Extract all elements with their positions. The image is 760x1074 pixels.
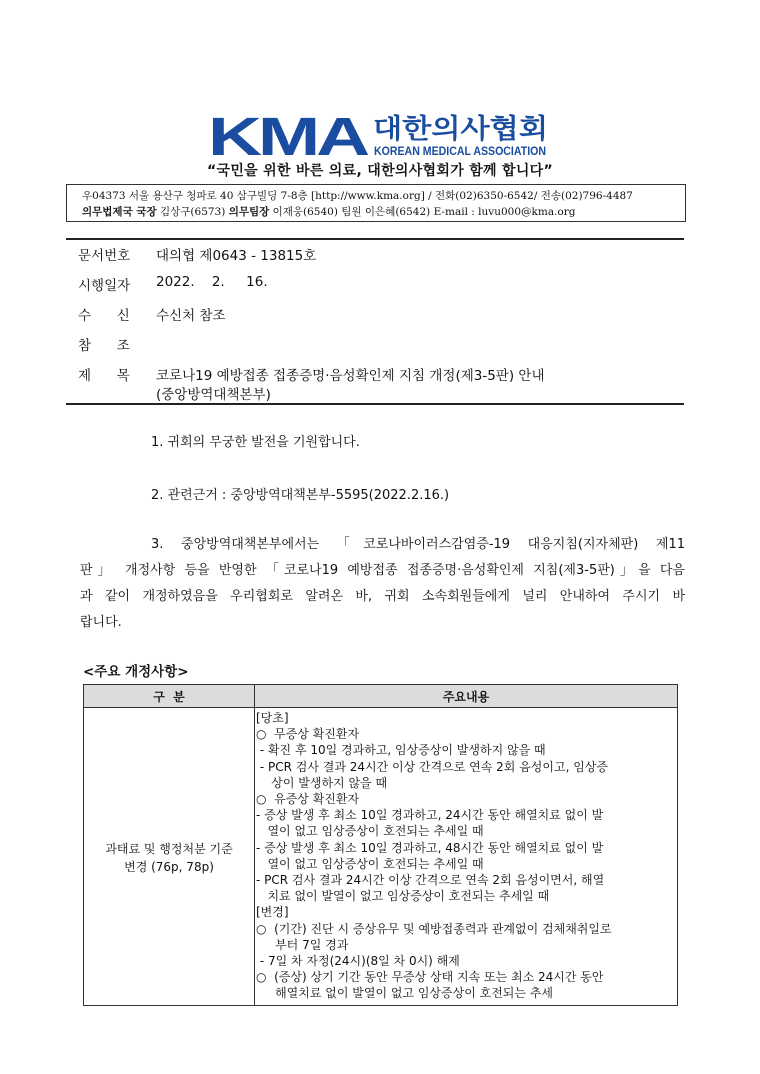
contact-staff-line — [82, 204, 575, 220]
category-line-1: 과태료 및 행정처분 기준 — [105, 842, 233, 856]
date-label: 시행일자 — [78, 278, 131, 294]
team-label: 의무팀장 — [228, 206, 270, 218]
table-content-line: 열이 없고 임상증상이 호전되는 추세일 때 — [256, 824, 484, 839]
paragraph-3-line-2: 판」 개정사항 등을 반영한 「코로나19 예방접종 접종증명·음성확인제 지침(제3-5판)」을 다음 — [80, 563, 685, 578]
paragraph-1: 1. 귀회의 무궁한 발전을 기원합니다. — [151, 435, 360, 450]
table-content-line: [변경] — [256, 905, 289, 920]
date-value: 2022. 2. 16. — [156, 274, 268, 290]
table-header-row — [84, 685, 677, 708]
table-content-line: ○ (증상) 상기 기간 동안 무증상 상태 지속 또는 최소 24시간 동안 — [256, 970, 604, 985]
meta-recipient — [78, 304, 226, 324]
table-content-line: ○ 유증상 확진환자 — [256, 792, 360, 806]
section-title: <주요 개정사항> — [83, 664, 189, 680]
table-content-line: 해열치료 없이 발열이 없고 임상증상이 호전되는 추세 — [256, 986, 553, 1001]
table-content-line: 치료 없이 발열이 없고 임상증상이 호전되는 추세일 때 — [256, 889, 550, 904]
subject-label: 제 목 — [78, 368, 130, 384]
contact-address-line: 우04373 서울 용산구 청파로 40 삼구빌딩 7-8층 [http://www.kma.org] / 전화(02)6350-6542/ 전송(02)796-4487 — [82, 190, 633, 202]
table-content-line: ○ (기간) 진단 시 증상유무 및 예방접종력과 관계없이 검체채취일로 — [256, 921, 612, 936]
table-content-line: - PCR 검사 결과 24시간 이상 간격으로 연속 2회 음성이면서, 해열 — [256, 873, 605, 887]
to-label: 수 신 — [78, 308, 130, 324]
logo-org-name-en: KOREAN MEDICAL ASSOCIATION — [374, 144, 546, 158]
table-content-line: [당초] — [256, 711, 289, 725]
table-column-divider — [254, 685, 255, 1005]
paragraph-3-line-4: 랍니다. — [80, 615, 122, 630]
kma-logo — [208, 111, 573, 159]
doc-no-value: 대의협 제0643 - 13815호 — [156, 248, 317, 264]
ref-label: 참 조 — [78, 338, 130, 354]
revision-table — [83, 684, 678, 1006]
table-content-line: - PCR 검사 결과 24시간 이상 간격으로 연속 2회 음성이고, 임상증 — [256, 759, 608, 774]
table-content-line: 부터 7일 경과 — [256, 937, 349, 952]
paragraph-3-line-3: 과 같이 개정하였음을 우리협회로 알려온 바, 귀회 소속회원들에게 널리 안내하여 주시기 바 — [80, 589, 685, 604]
to-value: 수신처 참조 — [156, 308, 226, 324]
team-members: 이재웅(6540) 팀원 이은혜(6542) E-mail : luvu000@kma.org — [269, 206, 576, 218]
table-content-line: ○ 무증상 확진환자 — [256, 727, 360, 742]
subject-line-1: 코로나19 예방접종 접종증명·음성확인제 지침 개정(제3-5판) 안내 — [156, 368, 545, 384]
meta-date — [78, 274, 268, 294]
dept-person: 김상구(6573) — [156, 206, 229, 218]
logo-kma-text: KMA — [208, 111, 369, 159]
table-content-line: 열이 없고 임상증상이 호전되는 추세일 때 — [256, 856, 484, 871]
meta-bottom-rule — [66, 403, 684, 405]
doc-no-label: 문서번호 — [78, 248, 131, 264]
meta-doc-no — [78, 244, 317, 264]
paragraph-3-line-1: 3. 중앙방역대책본부에서는 「코로나바이러스감염증-19 대응지침(지자체판) 제11 — [151, 537, 685, 552]
table-header-content: 주요내용 — [442, 690, 490, 704]
slogan: “국민을 위한 바른 의료, 대한의사협회가 함께 합니다” — [207, 163, 553, 179]
table-header-category: 구 분 — [153, 690, 185, 704]
paragraph-2: 2. 관련근거 : 중앙방역대책본부-5595(2022.2.16.) — [151, 488, 450, 503]
table-content-line: 상이 발생하지 않을 때 — [256, 775, 388, 790]
subject-line-2: (중앙방역대책본부) — [156, 387, 271, 403]
table-content-line: - 증상 발생 후 최소 10일 경과하고, 48시간 동안 해열치료 없이 발 — [256, 840, 604, 855]
table-category-cell — [84, 840, 254, 876]
table-content-line: - 확진 후 10일 경과하고, 임상증상이 발생하지 않을 때 — [256, 743, 546, 758]
table-content-line: - 7일 차 자정(24시)(8일 차 0시) 해제 — [256, 954, 460, 968]
table-content-line: - 증상 발생 후 최소 10일 경과하고, 24시간 동안 해열치료 없이 발 — [256, 808, 604, 823]
meta-top-rule — [66, 238, 684, 240]
contact-box — [66, 184, 686, 222]
logo-org-name-ko: 대한의사협회 — [373, 114, 530, 145]
meta-reference — [78, 334, 156, 354]
dept-label: 의무법제국 국장 — [82, 206, 157, 218]
meta-subject — [78, 364, 545, 384]
category-line-2: 변경 (76p, 78p) — [124, 860, 214, 874]
